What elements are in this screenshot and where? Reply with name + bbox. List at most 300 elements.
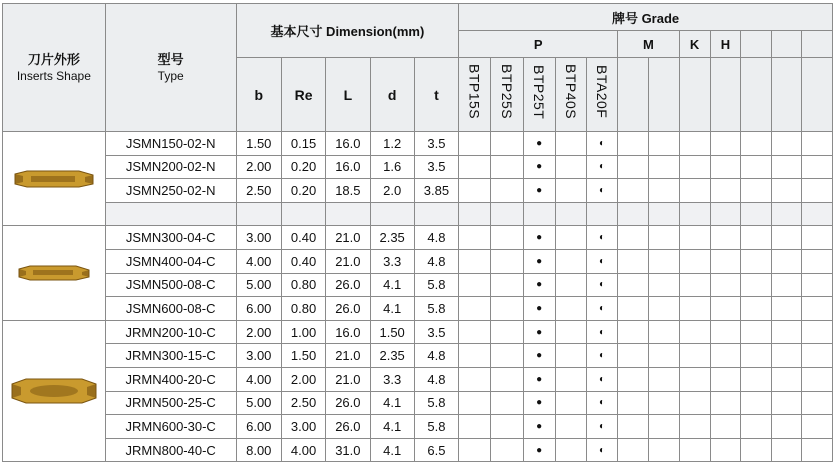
grade-btp25t-mark: ● [523, 249, 555, 273]
grade-empty-cell [741, 438, 771, 462]
dim-l-header: L [326, 58, 370, 132]
grade-empty-cell [802, 415, 833, 439]
dim-l-cell: 21.0 [326, 249, 370, 273]
dim-l-cell: 21.0 [326, 226, 370, 250]
dim-l-cell: 26.0 [326, 415, 370, 439]
grade-empty-cell [618, 155, 649, 179]
grade-empty-cell [741, 297, 771, 321]
grade-empty-cell [491, 226, 523, 250]
grade-btp25t-mark: ● [523, 415, 555, 439]
grade-empty-cell [710, 415, 741, 439]
grade-empty-cell [648, 273, 679, 297]
dim-b-cell: 4.00 [236, 367, 281, 391]
grade-bta20f-header [586, 58, 617, 132]
grade-empty-cell [459, 132, 491, 156]
grade-empty-cell [741, 226, 771, 250]
grade-empty-cell [710, 297, 741, 321]
group-m: M [618, 31, 679, 58]
type-header-cn: 型号 [157, 51, 184, 67]
grade-empty-cell [618, 320, 649, 344]
dim-d-cell: 2.0 [370, 179, 414, 203]
grade-empty-cell [491, 132, 523, 156]
dim-l-cell: 16.0 [326, 320, 370, 344]
grade-empty-cell [771, 367, 801, 391]
inserts-shape-header [3, 4, 106, 132]
dim-b-cell: 2.50 [236, 179, 281, 203]
grade-empty-cell [491, 415, 523, 439]
grade-empty-cell [491, 438, 523, 462]
grade-empty-cell [618, 297, 649, 321]
table-row [3, 297, 833, 321]
grade-empty-cell [618, 273, 649, 297]
grade-empty-cell [679, 344, 710, 368]
grade-bta20f-mark: ◐ [586, 132, 617, 156]
grade-empty-cell [679, 367, 710, 391]
grade-empty-cell [802, 155, 833, 179]
table-row [3, 132, 833, 156]
grade-empty-cell [459, 202, 491, 226]
grade-empty-cell [802, 179, 833, 203]
type-cell: JSMN250-02-N [105, 179, 236, 203]
dim-l-cell: 18.5 [326, 179, 370, 203]
empty-cell [105, 202, 236, 226]
grade-empty-cell [648, 438, 679, 462]
grade-empty-cell [802, 202, 833, 226]
dim-d-cell: 4.1 [370, 438, 414, 462]
insert-shape-cell [3, 320, 106, 462]
grade-blank-header [710, 58, 741, 132]
dim-d-cell: 2.35 [370, 226, 414, 250]
grade-empty-cell [710, 438, 741, 462]
dim-d-cell: 2.35 [370, 344, 414, 368]
grade-empty-cell [679, 132, 710, 156]
grade-bta20f-mark: ◐ [586, 155, 617, 179]
grade-empty-cell [555, 226, 586, 250]
grade-btp40s-header [555, 58, 586, 132]
insert-shape-cell [3, 226, 106, 320]
grade-empty-cell [459, 320, 491, 344]
grade-empty-cell [679, 202, 710, 226]
dim-t-header: t [414, 58, 458, 132]
grade-empty-cell [648, 367, 679, 391]
dim-re-cell: 0.80 [281, 297, 325, 321]
dim-d-cell: 1.2 [370, 132, 414, 156]
dim-t-cell: 5.8 [414, 273, 458, 297]
grade-empty-cell [555, 132, 586, 156]
dim-d-cell: 1.50 [370, 320, 414, 344]
grade-blank-header [618, 58, 649, 132]
grade-empty-cell [618, 249, 649, 273]
table-row [3, 273, 833, 297]
type-cell: JRMN400-20-C [105, 367, 236, 391]
grade-btp25t-mark: ● [523, 344, 555, 368]
grade-empty-cell [459, 179, 491, 203]
dim-t-cell: 3.5 [414, 155, 458, 179]
dim-b-cell: 4.00 [236, 249, 281, 273]
dim-t-cell: 5.8 [414, 415, 458, 439]
grade-empty-cell [648, 202, 679, 226]
dim-b-cell: 3.00 [236, 226, 281, 250]
grade-empty-cell [679, 179, 710, 203]
dim-l-cell: 26.0 [326, 297, 370, 321]
group-k: K [679, 31, 710, 58]
grade-empty-cell [710, 155, 741, 179]
table-row [3, 155, 833, 179]
grade-empty-cell [741, 320, 771, 344]
grade-empty-cell [459, 438, 491, 462]
dim-b-cell: 3.00 [236, 344, 281, 368]
group-blank [802, 31, 833, 58]
grade-empty-cell [555, 273, 586, 297]
dim-t-cell: 3.5 [414, 132, 458, 156]
grade-empty-cell [802, 132, 833, 156]
dim-t-cell: 5.8 [414, 391, 458, 415]
grade-empty-cell [679, 391, 710, 415]
grade-empty-cell [491, 391, 523, 415]
dim-t-cell: 3.5 [414, 320, 458, 344]
grade-empty-cell [459, 297, 491, 321]
dim-l-cell: 21.0 [326, 367, 370, 391]
insert-large-icon [6, 374, 102, 408]
grade-empty-cell [710, 367, 741, 391]
grade-empty-cell [648, 249, 679, 273]
grade-btp25t-mark: ● [523, 320, 555, 344]
grade-bta20f-mark: ◐ [586, 273, 617, 297]
type-cell: JSMN200-02-N [105, 155, 236, 179]
dim-b-cell: 1.50 [236, 132, 281, 156]
table-row [3, 391, 833, 415]
dim-b-cell: 6.00 [236, 297, 281, 321]
dim-d-cell: 4.1 [370, 273, 414, 297]
dimension-header: 基本尺寸 Dimension(mm) [236, 4, 458, 58]
type-header [105, 4, 236, 132]
grade-empty-cell [648, 179, 679, 203]
grade-empty-cell [491, 273, 523, 297]
grade-blank-header [679, 58, 710, 132]
type-cell: JRMN500-25-C [105, 391, 236, 415]
type-cell: JRMN300-15-C [105, 344, 236, 368]
grade-empty-cell [555, 155, 586, 179]
grade-bta20f-mark: ◐ [586, 415, 617, 439]
grade-empty-cell [648, 132, 679, 156]
type-cell: JRMN200-10-C [105, 320, 236, 344]
grade-empty-cell [771, 415, 801, 439]
grade-empty-cell [771, 320, 801, 344]
dim-re-cell: 0.15 [281, 132, 325, 156]
table-row [3, 179, 833, 203]
grade-empty-cell [491, 179, 523, 203]
dim-re-cell: 4.00 [281, 438, 325, 462]
grade-blank-header [741, 58, 771, 132]
table-row [3, 415, 833, 439]
grade-btp25s-label: BTP25S [498, 64, 515, 120]
grade-empty-cell [710, 344, 741, 368]
empty-cell [414, 202, 458, 226]
dim-b-cell: 5.00 [236, 391, 281, 415]
dim-d-cell: 3.3 [370, 367, 414, 391]
grade-empty-cell [710, 202, 741, 226]
grade-btp25t-mark: ● [523, 438, 555, 462]
grade-empty-cell [491, 367, 523, 391]
table-body [3, 132, 833, 462]
grade-header: 牌号 Grade [459, 4, 833, 31]
grade-empty-cell [741, 132, 771, 156]
inserts-shape-header-en: Inserts Shape [16, 68, 91, 83]
type-cell: JSMN150-02-N [105, 132, 236, 156]
dim-t-cell: 6.5 [414, 438, 458, 462]
grade-empty-cell [771, 132, 801, 156]
type-cell: JRMN800-40-C [105, 438, 236, 462]
insert-medium-icon [14, 261, 94, 285]
inserts-shape-header-cn: 刀片外形 [27, 51, 80, 67]
empty-cell [236, 202, 281, 226]
group-blank [771, 31, 801, 58]
grade-empty-cell [648, 344, 679, 368]
grade-btp25t-mark: ● [523, 297, 555, 321]
grade-empty-cell [618, 344, 649, 368]
grade-empty-cell [555, 202, 586, 226]
dim-d-cell: 4.1 [370, 297, 414, 321]
dim-b-header: b [236, 58, 281, 132]
type-header-en: Type [157, 68, 184, 83]
empty-cell [370, 202, 414, 226]
grade-empty-cell [523, 202, 555, 226]
grade-empty-cell [802, 226, 833, 250]
grade-bta20f-mark: ◐ [586, 297, 617, 321]
grade-bta20f-mark: ◐ [586, 226, 617, 250]
grade-empty-cell [710, 273, 741, 297]
grade-empty-cell [679, 297, 710, 321]
grade-btp15s-label: BTP15S [466, 64, 483, 120]
grade-empty-cell [555, 438, 586, 462]
grade-bta20f-mark: ◐ [586, 367, 617, 391]
grade-empty-cell [771, 179, 801, 203]
grade-empty-cell [618, 415, 649, 439]
grade-empty-cell [771, 202, 801, 226]
dim-l-cell: 16.0 [326, 132, 370, 156]
dim-t-cell: 4.8 [414, 226, 458, 250]
grade-bta20f-mark: ◐ [586, 179, 617, 203]
dim-l-cell: 26.0 [326, 273, 370, 297]
grade-empty-cell [741, 155, 771, 179]
dim-d-cell: 1.6 [370, 155, 414, 179]
grade-empty-cell [771, 391, 801, 415]
grade-btp40s-label: BTP40S [562, 64, 579, 120]
table-row [3, 226, 833, 250]
grade-empty-cell [648, 415, 679, 439]
dim-re-cell: 3.00 [281, 415, 325, 439]
grade-btp25t-label: BTP25T [531, 64, 548, 120]
grade-empty-cell [741, 415, 771, 439]
grade-empty-cell [618, 179, 649, 203]
dim-b-cell: 6.00 [236, 415, 281, 439]
grade-empty-cell [679, 155, 710, 179]
dim-re-cell: 2.50 [281, 391, 325, 415]
grade-empty-cell [491, 249, 523, 273]
dim-re-cell: 0.40 [281, 226, 325, 250]
dim-re-header: Re [281, 58, 325, 132]
spacer-row [3, 202, 833, 226]
grade-bta20f-mark: ◐ [586, 320, 617, 344]
dim-t-cell: 3.85 [414, 179, 458, 203]
grade-btp25t-mark: ● [523, 391, 555, 415]
grade-bta20f-label: BTA20F [594, 65, 611, 119]
grade-empty-cell [710, 391, 741, 415]
table-row [3, 344, 833, 368]
grade-empty-cell [710, 249, 741, 273]
grade-empty-cell [618, 132, 649, 156]
type-cell: JSMN300-04-C [105, 226, 236, 250]
empty-cell [326, 202, 370, 226]
grade-empty-cell [710, 226, 741, 250]
grade-empty-cell [459, 391, 491, 415]
dim-l-cell: 21.0 [326, 344, 370, 368]
type-cell: JSMN600-08-C [105, 297, 236, 321]
grade-empty-cell [459, 226, 491, 250]
table-row [3, 367, 833, 391]
grade-empty-cell [741, 391, 771, 415]
grade-empty-cell [555, 320, 586, 344]
type-cell: JSMN500-08-C [105, 273, 236, 297]
grade-empty-cell [741, 367, 771, 391]
grade-btp25t-mark: ● [523, 226, 555, 250]
grade-btp25s-header [491, 58, 523, 132]
grade-empty-cell [679, 273, 710, 297]
grade-empty-cell [618, 367, 649, 391]
grade-empty-cell [555, 415, 586, 439]
grade-empty-cell [771, 273, 801, 297]
dim-b-cell: 8.00 [236, 438, 281, 462]
grade-empty-cell [648, 391, 679, 415]
grade-empty-cell [802, 320, 833, 344]
dim-b-cell: 2.00 [236, 155, 281, 179]
grade-empty-cell [771, 297, 801, 321]
grade-empty-cell [771, 226, 801, 250]
grade-empty-cell [710, 320, 741, 344]
grade-empty-cell [491, 202, 523, 226]
grade-empty-cell [741, 249, 771, 273]
dim-d-cell: 3.3 [370, 249, 414, 273]
dim-b-cell: 5.00 [236, 273, 281, 297]
empty-cell [281, 202, 325, 226]
grade-empty-cell [741, 344, 771, 368]
group-blank [741, 31, 771, 58]
grade-blank-header [771, 58, 801, 132]
grade-empty-cell [491, 297, 523, 321]
grade-empty-cell [459, 367, 491, 391]
table-row [3, 438, 833, 462]
grade-empty-cell [459, 344, 491, 368]
grade-empty-cell [555, 249, 586, 273]
dim-re-cell: 0.40 [281, 249, 325, 273]
dim-re-cell: 0.80 [281, 273, 325, 297]
insert-shape-cell [3, 132, 106, 226]
group-p: P [459, 31, 618, 58]
grade-empty-cell [802, 249, 833, 273]
type-cell: JRMN600-30-C [105, 415, 236, 439]
grade-empty-cell [679, 438, 710, 462]
grade-empty-cell [555, 344, 586, 368]
dim-re-cell: 0.20 [281, 155, 325, 179]
grade-blank-header [802, 58, 833, 132]
grade-empty-cell [459, 273, 491, 297]
grade-empty-cell [771, 344, 801, 368]
grade-empty-cell [618, 226, 649, 250]
grade-blank-header [648, 58, 679, 132]
grade-empty-cell [491, 155, 523, 179]
grade-btp15s-header [459, 58, 491, 132]
grade-empty-cell [710, 132, 741, 156]
grade-empty-cell [618, 391, 649, 415]
grade-empty-cell [802, 297, 833, 321]
dim-t-cell: 4.8 [414, 344, 458, 368]
grade-btp25t-mark: ● [523, 132, 555, 156]
dim-l-cell: 31.0 [326, 438, 370, 462]
dim-t-cell: 4.8 [414, 249, 458, 273]
grade-empty-cell [586, 202, 617, 226]
grade-empty-cell [802, 438, 833, 462]
grade-bta20f-mark: ◐ [586, 249, 617, 273]
grade-empty-cell [679, 415, 710, 439]
table-row [3, 320, 833, 344]
grade-empty-cell [802, 367, 833, 391]
grade-empty-cell [802, 344, 833, 368]
table-row [3, 249, 833, 273]
grade-empty-cell [741, 202, 771, 226]
grade-empty-cell [648, 320, 679, 344]
dim-t-cell: 5.8 [414, 297, 458, 321]
grade-btp25t-mark: ● [523, 179, 555, 203]
grade-empty-cell [555, 297, 586, 321]
grade-empty-cell [771, 438, 801, 462]
grade-empty-cell [555, 367, 586, 391]
grade-empty-cell [679, 320, 710, 344]
grade-empty-cell [679, 249, 710, 273]
grade-empty-cell [771, 249, 801, 273]
grade-bta20f-mark: ◐ [586, 438, 617, 462]
grade-empty-cell [555, 391, 586, 415]
grade-empty-cell [741, 179, 771, 203]
grade-btp25t-mark: ● [523, 155, 555, 179]
grade-bta20f-mark: ◐ [586, 344, 617, 368]
grade-btp25t-mark: ● [523, 273, 555, 297]
grade-empty-cell [459, 249, 491, 273]
group-h: H [710, 31, 741, 58]
grade-btp25t-mark: ● [523, 367, 555, 391]
grade-empty-cell [648, 155, 679, 179]
grade-empty-cell [802, 391, 833, 415]
dim-l-cell: 26.0 [326, 391, 370, 415]
dim-d-header: d [370, 58, 414, 132]
dim-b-cell: 2.00 [236, 320, 281, 344]
grade-bta20f-mark: ◐ [586, 391, 617, 415]
grade-empty-cell [618, 202, 649, 226]
dim-l-cell: 16.0 [326, 155, 370, 179]
grade-empty-cell [491, 320, 523, 344]
grade-empty-cell [802, 273, 833, 297]
grade-empty-cell [555, 179, 586, 203]
grade-empty-cell [618, 438, 649, 462]
dim-re-cell: 1.50 [281, 344, 325, 368]
grade-table [2, 3, 833, 462]
dim-t-cell: 4.8 [414, 367, 458, 391]
grade-empty-cell [648, 297, 679, 321]
grade-empty-cell [648, 226, 679, 250]
grade-empty-cell [679, 226, 710, 250]
grade-empty-cell [459, 155, 491, 179]
grade-empty-cell [771, 155, 801, 179]
type-cell: JSMN400-04-C [105, 249, 236, 273]
